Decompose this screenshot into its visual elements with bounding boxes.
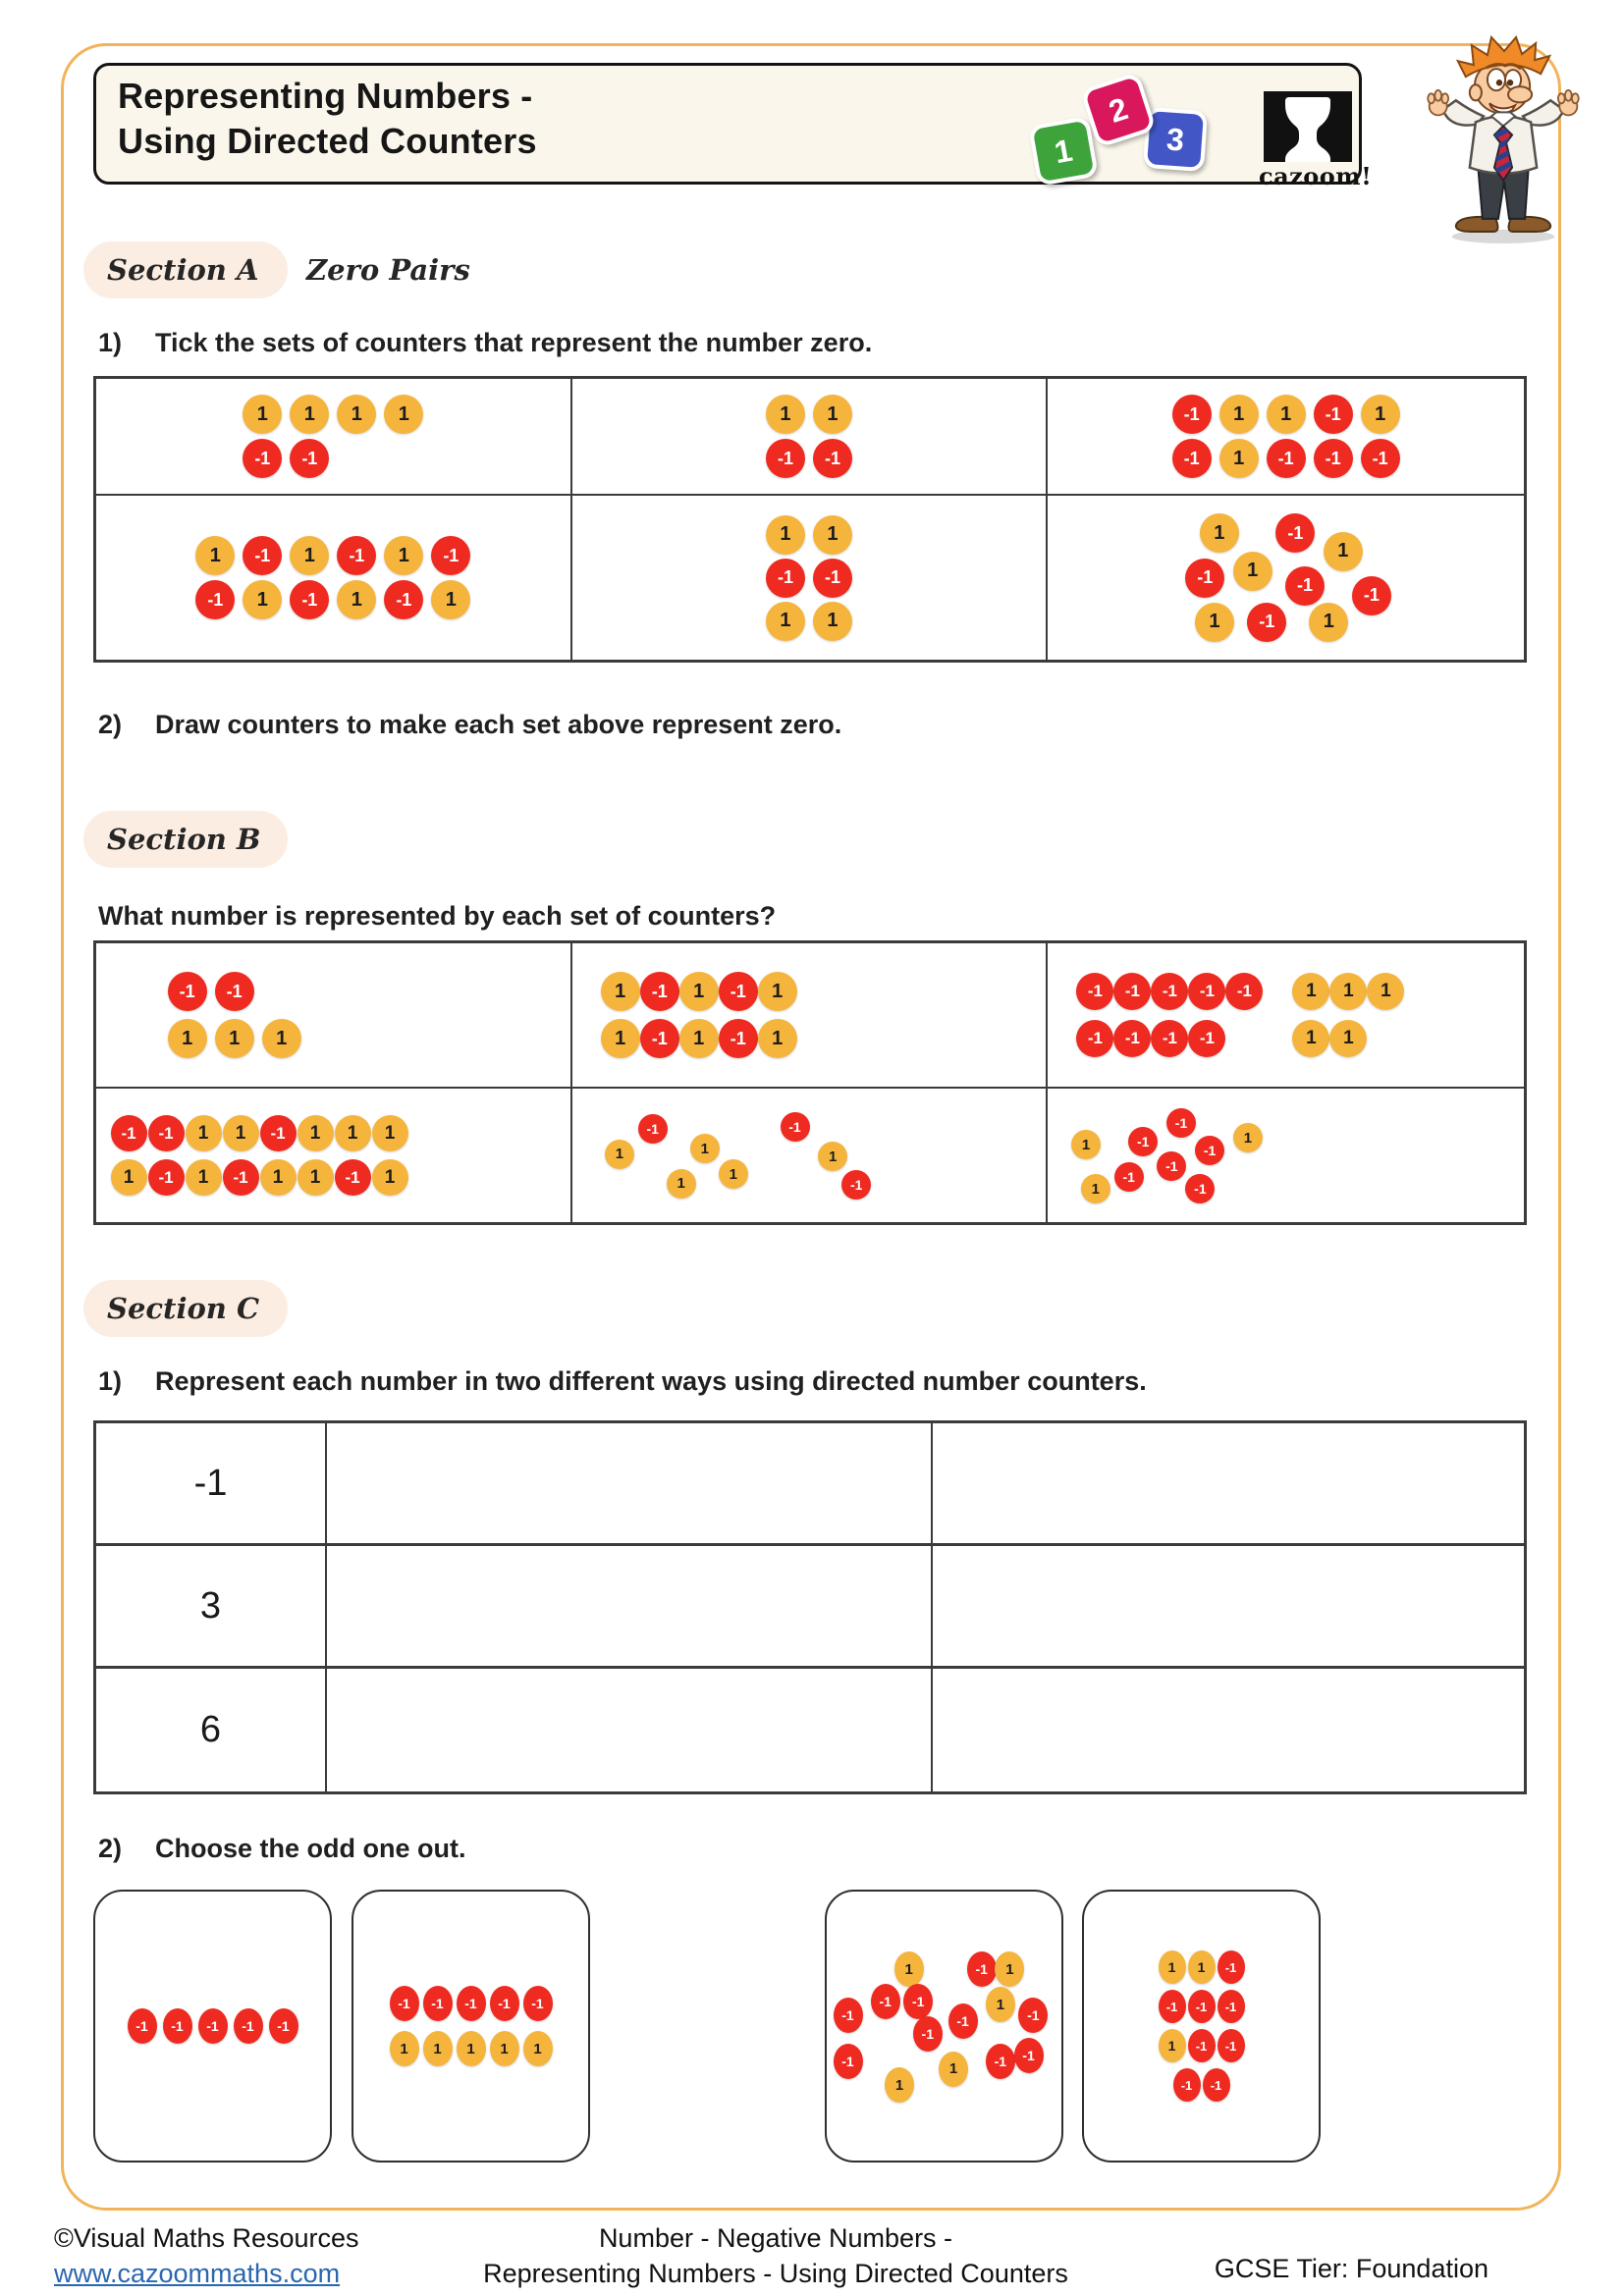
counter-set-cell-1[interactable] — [96, 943, 572, 1089]
negative-counter: -1 — [813, 439, 852, 478]
positive-counter: 1 — [758, 1019, 797, 1058]
zero-check-cell-2[interactable] — [572, 379, 1049, 496]
target-number-3: 3 — [96, 1546, 327, 1669]
positive-counter: 1 — [186, 1115, 222, 1151]
negative-counter: -1 — [1218, 1990, 1245, 2023]
positive-counter: 1 — [372, 1159, 408, 1196]
positive-counter: 1 — [766, 395, 805, 434]
positive-counter: 1 — [298, 1159, 334, 1196]
negative-counter: -1 — [390, 1986, 419, 2021]
positive-counter: 1 — [490, 2031, 519, 2066]
negative-counter: -1 — [1076, 973, 1113, 1010]
positive-counter: 1 — [168, 1019, 207, 1058]
zero-pairs-grid — [93, 376, 1527, 663]
negative-counter: -1 — [1113, 1020, 1151, 1057]
section-a-pill — [83, 241, 288, 298]
negative-counter: -1 — [431, 536, 470, 575]
target-number-minus1: -1 — [96, 1423, 327, 1546]
negative-counter: -1 — [148, 1115, 185, 1151]
negative-counter: -1 — [813, 559, 852, 598]
positive-counter: 1 — [337, 395, 376, 434]
positive-counter: 1 — [601, 972, 640, 1011]
negative-counter: -1 — [490, 1986, 519, 2021]
positive-counter: 1 — [457, 2031, 486, 2066]
question-c2-text: Choose the odd one out. — [155, 1834, 466, 1863]
negative-counter: -1 — [1247, 603, 1286, 642]
copyright-text: ©Visual Maths Resources — [54, 2223, 359, 2253]
negative-counter: -1 — [640, 972, 679, 1011]
footer-left — [54, 2220, 359, 2291]
negative-counter: -1 — [384, 580, 423, 619]
odd-one-out-option-2[interactable] — [352, 1890, 590, 2163]
negative-counter: -1 — [913, 2016, 943, 2052]
cazoommaths-link[interactable]: www.cazoommaths.com — [54, 2259, 341, 2288]
die-2-icon: 2 — [1080, 72, 1157, 148]
section-b-pill — [83, 811, 288, 868]
page-title — [118, 74, 537, 164]
positive-counter: 1 — [766, 602, 805, 641]
negative-counter: -1 — [640, 1019, 679, 1058]
tier-label: GCSE Tier: Foundation — [1214, 2254, 1489, 2283]
negative-counter: -1 — [986, 2044, 1015, 2079]
negative-counter: -1 — [243, 439, 282, 478]
negative-counter: -1 — [423, 1986, 453, 2021]
negative-counter: -1 — [719, 1019, 758, 1058]
negative-counter: -1 — [1018, 1998, 1048, 2033]
negative-counter: -1 — [337, 536, 376, 575]
negative-counter: -1 — [1195, 1136, 1224, 1165]
negative-counter: -1 — [1157, 1151, 1186, 1181]
question-a1-text: Tick the sets of counters that represent the number zero. — [155, 328, 873, 357]
negative-counter: -1 — [903, 1984, 933, 2019]
negative-counter: -1 — [1172, 439, 1212, 478]
answer-cell-3-way2[interactable] — [933, 1546, 1524, 1669]
drum-icon — [1263, 91, 1353, 162]
negative-counter: -1 — [1203, 2068, 1230, 2102]
negative-counter: -1 — [128, 2008, 157, 2044]
positive-counter: 1 — [1292, 973, 1329, 1010]
odd-one-out-option-3[interactable] — [825, 1890, 1063, 2163]
negative-counter: -1 — [1188, 1990, 1216, 2023]
question-a1 — [98, 328, 872, 358]
positive-counter: 1 — [215, 1019, 254, 1058]
answer-cell-6-way1[interactable] — [327, 1669, 933, 1791]
negative-counter: -1 — [243, 536, 282, 575]
negative-counter: -1 — [766, 439, 805, 478]
negative-counter: -1 — [1185, 559, 1224, 598]
positive-counter: 1 — [679, 972, 719, 1011]
odd-one-out-option-1[interactable] — [93, 1890, 332, 2163]
negative-counter: -1 — [523, 1986, 553, 2021]
represent-numbers-table — [93, 1420, 1527, 1794]
section-a-label: Section A — [107, 253, 259, 287]
positive-counter: 1 — [1200, 513, 1239, 553]
positive-counter: 1 — [1219, 395, 1259, 434]
negative-counter: -1 — [457, 1986, 486, 2021]
positive-counter: 1 — [1329, 973, 1367, 1010]
topic-line-2: Representing Numbers - Using Directed Counters — [483, 2259, 1068, 2288]
counter-set-cell-3[interactable] — [1048, 943, 1524, 1089]
negative-counter: -1 — [1113, 973, 1151, 1010]
negative-counter: -1 — [1076, 1020, 1113, 1057]
negative-counter: -1 — [1361, 439, 1400, 478]
positive-counter: 1 — [986, 1987, 1015, 2022]
positive-counter: 1 — [894, 1951, 924, 1987]
positive-counter: 1 — [243, 395, 282, 434]
negative-counter: -1 — [1014, 2038, 1044, 2073]
target-number-6: 6 — [96, 1669, 327, 1791]
positive-counter: 1 — [885, 2067, 914, 2103]
positive-counter: 1 — [667, 1169, 696, 1199]
question-a2-number: 2) — [98, 710, 123, 739]
negative-counter: -1 — [1172, 395, 1212, 434]
positive-counter: 1 — [1071, 1130, 1101, 1159]
question-c1-number: 1) — [98, 1366, 123, 1396]
section-a-subtitle: Zero Pairs — [306, 253, 470, 287]
section-c-pill — [83, 1280, 288, 1337]
negative-counter: -1 — [1151, 973, 1188, 1010]
negative-counter: -1 — [290, 439, 329, 478]
counter-set-cell-6[interactable] — [1048, 1089, 1524, 1222]
counter-set-cell-4[interactable] — [96, 1089, 572, 1222]
positive-counter: 1 — [1367, 973, 1404, 1010]
positive-counter: 1 — [243, 580, 282, 619]
positive-counter: 1 — [372, 1115, 408, 1151]
negative-counter: -1 — [234, 2008, 263, 2044]
positive-counter: 1 — [679, 1019, 719, 1058]
positive-counter: 1 — [423, 2031, 453, 2066]
negative-counter: -1 — [1218, 1950, 1245, 1984]
section-c-label: Section C — [107, 1292, 260, 1325]
negative-counter: -1 — [1188, 1020, 1225, 1057]
title-line-1: Representing Numbers - — [118, 76, 533, 116]
negative-counter: -1 — [1314, 439, 1353, 478]
positive-counter: 1 — [1219, 439, 1259, 478]
positive-counter: 1 — [758, 972, 797, 1011]
negative-counter: -1 — [168, 972, 207, 1011]
negative-counter: -1 — [148, 1159, 185, 1196]
topic-line-1: Number - Negative Numbers - — [598, 2223, 953, 2253]
negative-counter: -1 — [163, 2008, 192, 2044]
positive-counter: 1 — [1309, 603, 1348, 642]
negative-counter: -1 — [223, 1159, 259, 1196]
question-c1-text: Represent each number in two different ways using directed number counters. — [155, 1366, 1147, 1396]
positive-counter: 1 — [601, 1019, 640, 1058]
answer-cell-6-way2[interactable] — [933, 1669, 1524, 1791]
positive-counter: 1 — [719, 1159, 748, 1189]
negative-counter: -1 — [1188, 973, 1225, 1010]
positive-counter: 1 — [1267, 395, 1306, 434]
positive-counter: 1 — [523, 2031, 553, 2066]
negative-counter: -1 — [1285, 566, 1325, 606]
numbers-123-icon — [1029, 83, 1220, 182]
negative-counter: -1 — [834, 1998, 863, 2033]
question-a1-number: 1) — [98, 328, 123, 357]
negative-counter: -1 — [1166, 1108, 1196, 1138]
question-c2-number: 2) — [98, 1834, 123, 1863]
positive-counter: 1 — [223, 1115, 259, 1151]
question-c1 — [98, 1366, 1147, 1397]
negative-counter: -1 — [1275, 513, 1315, 553]
question-a2 — [98, 710, 841, 740]
counter-sets-grid — [93, 940, 1527, 1225]
positive-counter: 1 — [766, 515, 805, 555]
negative-counter: -1 — [198, 2008, 228, 2044]
negative-counter: -1 — [195, 580, 235, 619]
negative-counter: -1 — [1128, 1127, 1158, 1156]
zero-check-cell-5[interactable] — [572, 496, 1049, 660]
negative-counter: -1 — [766, 559, 805, 598]
positive-counter: 1 — [186, 1159, 222, 1196]
negative-counter: -1 — [638, 1114, 668, 1144]
zero-check-cell-4[interactable] — [96, 496, 572, 660]
cazoom-logo — [1259, 91, 1373, 190]
negative-counter: -1 — [1188, 2029, 1216, 2062]
negative-counter: -1 — [1218, 2029, 1245, 2062]
answer-cell-3-way1[interactable] — [327, 1546, 933, 1669]
zero-check-cell-1[interactable] — [96, 379, 572, 496]
counter-set-cell-2[interactable] — [572, 943, 1049, 1089]
negative-counter: -1 — [967, 1951, 997, 1987]
negative-counter: -1 — [1114, 1162, 1144, 1192]
positive-counter: 1 — [813, 395, 852, 434]
section-b-label: Section B — [107, 823, 261, 856]
positive-counter: 1 — [335, 1115, 371, 1151]
negative-counter: -1 — [1151, 1020, 1188, 1057]
positive-counter: 1 — [298, 1115, 334, 1151]
positive-counter: 1 — [384, 395, 423, 434]
positive-counter: 1 — [1188, 1950, 1216, 1984]
positive-counter: 1 — [1195, 603, 1234, 642]
negative-counter: -1 — [871, 1984, 900, 2019]
question-c2 — [98, 1834, 466, 1864]
positive-counter: 1 — [813, 602, 852, 641]
positive-counter: 1 — [337, 580, 376, 619]
answer-cell-minus1-way2[interactable] — [933, 1423, 1524, 1546]
positive-counter: 1 — [818, 1142, 847, 1171]
negative-counter: -1 — [1314, 395, 1353, 434]
positive-counter: 1 — [290, 395, 329, 434]
positive-counter: 1 — [1233, 1123, 1263, 1152]
positive-counter: 1 — [260, 1159, 297, 1196]
positive-counter: 1 — [1159, 1950, 1186, 1984]
negative-counter: -1 — [260, 1115, 297, 1151]
negative-counter: -1 — [1225, 973, 1263, 1010]
counter-set-cell-5[interactable] — [572, 1089, 1049, 1222]
positive-counter: 1 — [1081, 1174, 1110, 1203]
positive-counter: 1 — [690, 1134, 720, 1163]
positive-counter: 1 — [262, 1019, 301, 1058]
negative-counter: -1 — [781, 1112, 810, 1142]
positive-counter: 1 — [1159, 2029, 1186, 2062]
positive-counter: 1 — [1233, 552, 1272, 591]
question-b: What number is represented by each set of counters? — [98, 901, 777, 931]
positive-counter: 1 — [939, 2052, 968, 2087]
positive-counter: 1 — [431, 580, 470, 619]
positive-counter: 1 — [1324, 532, 1363, 571]
positive-counter: 1 — [605, 1140, 634, 1169]
answer-cell-minus1-way1[interactable] — [327, 1423, 933, 1546]
negative-counter: -1 — [1352, 576, 1391, 615]
positive-counter: 1 — [195, 536, 235, 575]
footer-topic — [383, 2220, 1168, 2291]
negative-counter: -1 — [1185, 1174, 1215, 1203]
negative-counter: -1 — [1173, 2068, 1201, 2102]
title-line-2: Using Directed Counters — [118, 121, 537, 161]
positive-counter: 1 — [1292, 1020, 1329, 1057]
die-1-icon: 1 — [1028, 116, 1099, 187]
mascot-character — [1402, 33, 1604, 245]
negative-counter: -1 — [948, 2003, 978, 2039]
header — [93, 63, 1373, 190]
positive-counter: 1 — [995, 1951, 1024, 1987]
negative-counter: -1 — [269, 2008, 298, 2044]
positive-counter: 1 — [1361, 395, 1400, 434]
zero-check-cell-3[interactable] — [1048, 379, 1524, 496]
die-3-icon: 3 — [1143, 107, 1208, 172]
odd-one-out-option-4[interactable] — [1082, 1890, 1321, 2163]
positive-counter: 1 — [813, 515, 852, 555]
positive-counter: 1 — [111, 1159, 147, 1196]
negative-counter: -1 — [290, 580, 329, 619]
negative-counter: -1 — [719, 972, 758, 1011]
negative-counter: -1 — [1267, 439, 1306, 478]
zero-check-cell-6[interactable] — [1048, 496, 1524, 660]
negative-counter: -1 — [1159, 1990, 1186, 2023]
negative-counter: -1 — [834, 2044, 863, 2079]
negative-counter: -1 — [215, 972, 254, 1011]
negative-counter: -1 — [335, 1159, 371, 1196]
positive-counter: 1 — [290, 536, 329, 575]
positive-counter: 1 — [390, 2031, 419, 2066]
negative-counter: -1 — [111, 1115, 147, 1151]
negative-counter: -1 — [841, 1170, 871, 1200]
question-a2-text: Draw counters to make each set above represent zero. — [155, 710, 842, 739]
positive-counter: 1 — [1329, 1020, 1367, 1057]
cazoom-wordmark: cazoom! — [1259, 162, 1373, 190]
positive-counter: 1 — [384, 536, 423, 575]
